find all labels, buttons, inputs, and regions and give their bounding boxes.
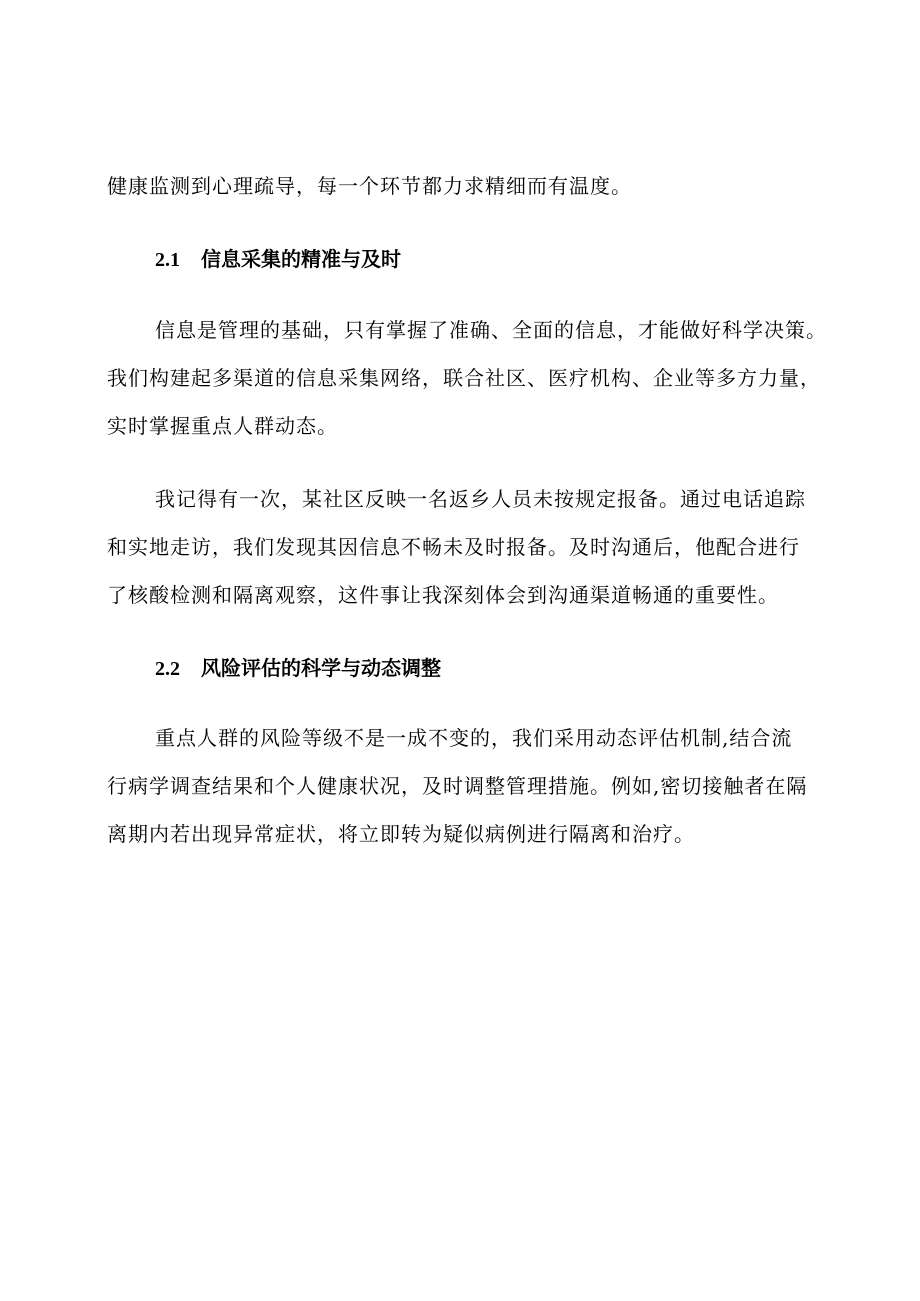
section-2-1-heading — [155, 245, 401, 274]
paragraph-line: 实时掌握重点人群动态。 — [107, 414, 338, 438]
section-2-2-number: 2.2 — [155, 658, 180, 680]
paragraph-line: 离期内若出现异常症状，将立即转为疑似病例进行隔离和治疗。 — [107, 822, 695, 846]
paragraph-line: 我们构建起多渠道的信息采集网络，联合社区、医疗机构、企业等多方力量， — [107, 366, 821, 390]
section-2-2-title: 风险评估的科学与动态调整 — [201, 656, 441, 680]
section-2-2-heading — [155, 654, 441, 683]
section-2-1-title: 信息采集的精准与及时 — [201, 247, 401, 271]
continuation-line: 健康监测到心理疏导，每一个环节都力求精细而有温度。 — [107, 174, 632, 198]
paragraph-line: 我记得有一次，某社区反映一名返乡人员未按规定报备。通过电话追踪 — [155, 487, 806, 511]
paragraph-line: 重点人群的风险等级不是一成不变的，我们采用动态评估机制,结合流 — [155, 726, 793, 750]
paragraph-line: 了核酸检测和隔离观察，这件事让我深刻体会到沟通渠道畅通的重要性。 — [107, 583, 779, 607]
section-2-1-number: 2.1 — [155, 249, 180, 271]
paragraph-line: 行病学调查结果和个人健康状况，及时调整管理措施。例如,密切接触者在隔 — [107, 774, 808, 798]
paragraph-line: 信息是管理的基础，只有掌握了准确、全面的信息，才能做好科学决策。 — [155, 318, 827, 342]
paragraph-line: 和实地走访，我们发现其因信息不畅未及时报备。及时沟通后，他配合进行 — [107, 535, 800, 559]
